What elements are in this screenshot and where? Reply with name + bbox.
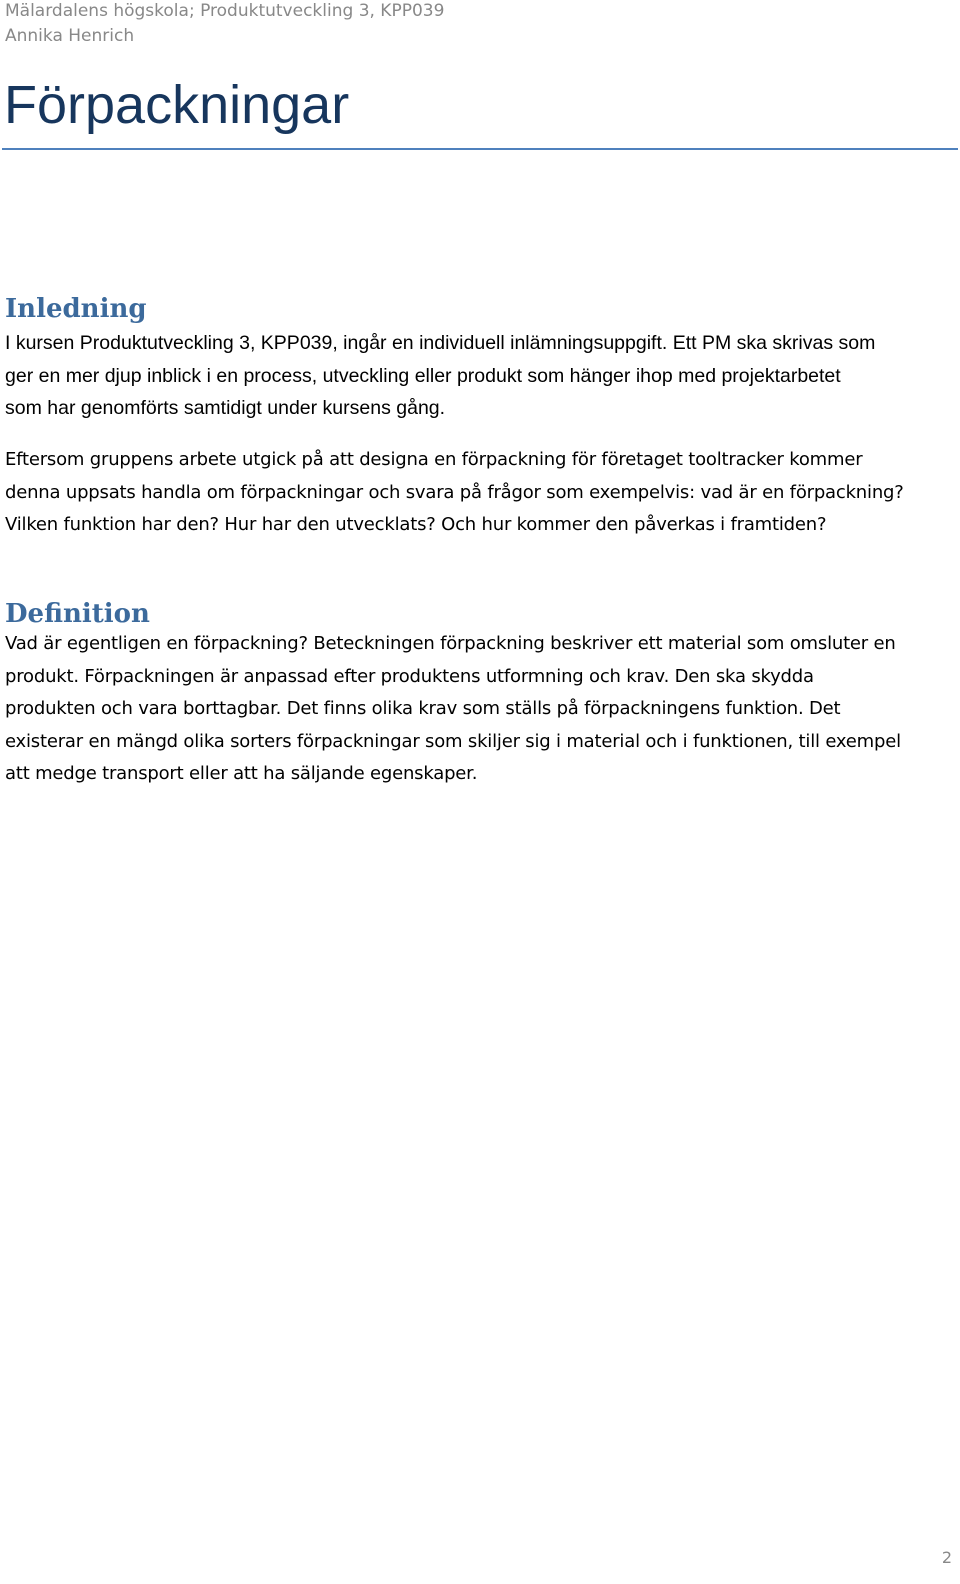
title-underline-rule [2,148,958,150]
running-header-course: Mälardalens högskola; Produktutveckling 3, KPP039 [5,1,445,21]
paragraph-line: ger en mer djup inblick i en process, utveckling eller produkt som hänger ihop med projektarbetet [5,364,841,387]
paragraph-line: produkt. Förpackningen är anpassad efter produktens utformning och krav. Den ska skydda [5,665,814,687]
paragraph-line: att medge transport eller att ha säljande egenskaper. [5,763,478,784]
paragraph-line: som har genomförts samtidigt under kursens gång. [5,397,446,419]
paragraph-line: denna uppsats handla om förpackningar och svara på frågor som exempelvis: vad är en förpackning? [5,481,904,503]
paragraph-line: Eftersom gruppens arbete utgick på att designa en förpackning för företaget tooltracker kommer [5,449,863,470]
paragraph-purpose [5,444,955,542]
paragraph-line: produkten och vara borttagbar. Det finns olika krav som ställs på förpackningens funktion. Det [5,698,841,719]
running-header-author: Annika Henrich [5,26,135,46]
paragraph-definition [5,628,955,791]
paragraph-line: Vad är egentligen en förpackning? Beteckningen förpackning beskriver ett material som omsluter en [5,633,896,654]
section-heading-definition: Definition [5,599,150,629]
paragraph-line: Vilken funktion har den? Hur har den utvecklats? Och hur kommer den påverkas i framtiden? [5,514,827,535]
paragraph-line: I kursen Produktutveckling 3, KPP039, ingår en individuell inlämningsuppgift. Ett PM ska skrivas som [5,332,876,354]
document-title: Förpackningar [4,75,350,135]
section-heading-inledning: Inledning [5,294,147,324]
paragraph-line: existerar en mängd olika sorters förpackningar som skiljer sig i material och i funktionen, till exempel [5,730,901,752]
paragraph-introduction [5,327,955,425]
page-number: 2 [941,1548,952,1567]
